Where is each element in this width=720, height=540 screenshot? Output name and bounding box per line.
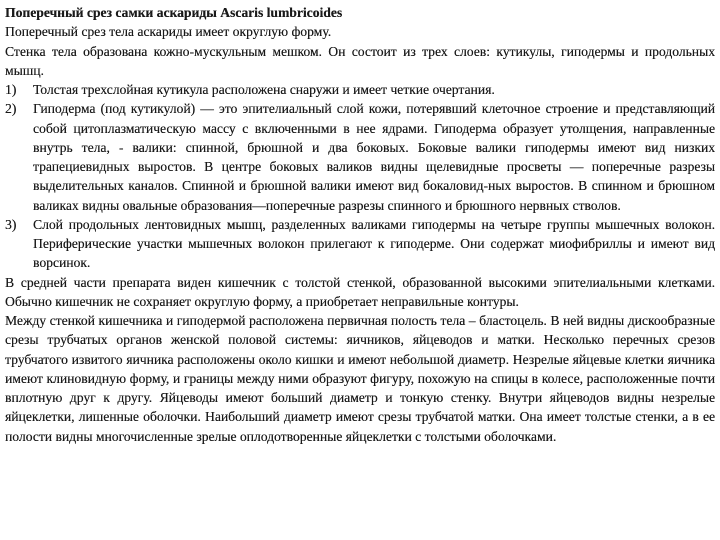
- document-page: [5, 3, 715, 446]
- list-item-text: Толстая трехслойная кутикула расположена снаружи и имеет четкие очертания.: [33, 82, 495, 97]
- list-item: [5, 215, 715, 273]
- list-item-number: 2): [5, 101, 17, 117]
- list-item: [5, 99, 715, 215]
- document-title: Поперечный срез самки аскариды Ascaris lumbricoides: [5, 5, 343, 20]
- list-item-number: 3): [5, 216, 17, 232]
- body-cavity-paragraph: Между стенкой кишечника и гиподермой расположена первичная полость тела – бластоцель. В ней видны дискообразные срезы трубчатых органов женской половой системы: яичников, яйцеводов и матки. Несколько перечных срезов трубчатого извитого яичника расположены около кишки и имеют небольшой диаметр. Незрелые яйцевые клетки яичника имеют клиновидную форму, и границы между ними образуют фигуру, похожую на спицы в колесе, расположенные почти вплотную друг к другу. Яйцеводы имеют больший диаметр и тонкую стенку. Внутри яйцеводов видны незрелые яйцеклетки, лишенные оболочки. Наибольший диаметр имеют срезы трубчатой матки. Она имеет толстые стенки, а в ее полости видны многочисленные зрелые оплодотворенные яйцеклетки с толстыми оболочками.: [5, 313, 715, 444]
- intestine-paragraph: В средней части препарата виден кишечник с толстой стенкой, образованной высокими эпителиальными клетками. Обычно кишечник не сохраняет округлую форму, а приобретает неправильные контуры.: [5, 274, 715, 309]
- list-item: [5, 80, 715, 99]
- list-item-number: 1): [5, 82, 17, 97]
- list-item-text: Гиподерма (под кутикулой) — это эпителиальный слой кожи, потерявший клеточное строение и представляющий собой цитоплазматическую массу с включенными в нее ядрами. Гиподерма образует утолщения, направленные внутрь тела, - валики: спинной, брюшной и два боковых. Боковые валики гиподермы имеют вид низких трапециевидных выростов. В центре боковых валиков видны щелевидные просветы — поперечные разрезы выделительных каналов. Спинной и брюшной валики имеют вид бокаловид-ных выростов. В спинном и брюшном валиках видны овальные образования—поперечные разрезы спинного и брюшного нервных стволов.: [33, 101, 715, 213]
- intro-line-shape: Поперечный срез тела аскариды имеет округлую форму.: [5, 24, 332, 40]
- intro-line-body-wall: Стенка тела образована кожно-мускульным мешком. Он состоит из трех слоев: кутикулы, гиподермы и продольных мышц.: [5, 43, 715, 78]
- body-wall-layers-list: [5, 80, 715, 273]
- list-item-text: Слой продольных лентовидных мышц, разделенных валиками гиподермы на четыре группы мышечных волокон. Периферические участки мышечных волокон прилегают к гиподерме. Они содержат миофибриллы и имеют вид ворсинок.: [33, 216, 715, 271]
